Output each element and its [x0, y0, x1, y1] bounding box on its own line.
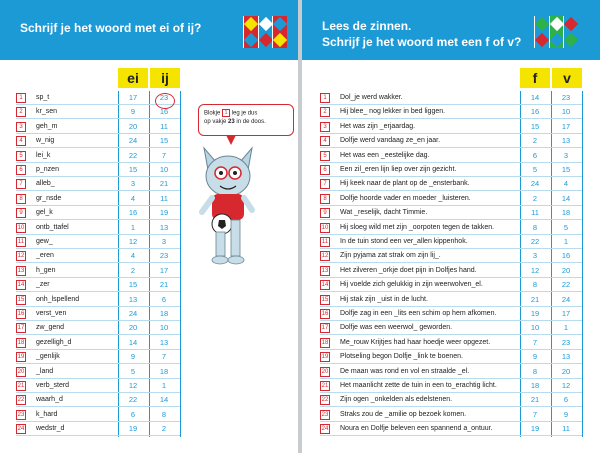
row-value-2: 16	[561, 251, 571, 261]
table-row	[16, 336, 180, 350]
row-text: gr_nsde	[36, 194, 62, 202]
row-text: waarh_d	[36, 396, 63, 404]
row-text: w_nig	[36, 137, 55, 145]
row-value-1: 24	[530, 179, 540, 189]
row-value-1: 8	[532, 222, 538, 232]
row-number: 3	[16, 122, 26, 132]
hint-text: leg je dus	[231, 110, 258, 117]
table-row	[16, 149, 180, 163]
right-page	[302, 0, 600, 453]
row-number: 18	[17, 339, 25, 346]
row-value-2: 1	[563, 323, 569, 333]
row-number: 11	[321, 239, 329, 245]
row-number: 11	[17, 239, 25, 245]
row-text: Hij voelde zich gelukkig in zijn weerwolven_el.	[340, 281, 483, 289]
row-number: 20	[321, 368, 329, 375]
row-value-2: 21	[159, 179, 169, 189]
row-number: 19	[17, 354, 25, 361]
column-header-ei: ei	[118, 68, 148, 88]
row-text: De maan was rond en vol en straalde _el.	[340, 367, 470, 375]
table-row	[16, 422, 180, 436]
hint-bold-number: 23	[228, 118, 235, 125]
table-row	[16, 235, 180, 249]
row-number: 1	[320, 93, 330, 103]
row-text: _genlijk	[36, 353, 60, 361]
right-header	[302, 0, 600, 60]
row-value-1: 20	[128, 121, 138, 131]
table-row	[320, 365, 582, 379]
row-value-2: 8	[161, 409, 167, 419]
row-value-1: 24	[128, 136, 138, 146]
table-row	[320, 249, 582, 263]
row-value-1: 9	[130, 107, 136, 117]
row-divider	[320, 435, 582, 436]
row-value-2: 20	[561, 265, 571, 275]
row-number: 16	[17, 311, 25, 317]
row-text: Dol_je werd wakker.	[340, 94, 403, 101]
row-value-1: 16	[128, 208, 138, 218]
row-text: geh_m	[36, 122, 58, 130]
table-row	[320, 408, 582, 422]
row-number: 13	[321, 267, 329, 274]
row-text: ontb_ttafel	[36, 223, 69, 231]
row-value-1: 16	[530, 107, 540, 117]
row-text: Het maanlicht zette de tuin in een to_erachtig licht.	[340, 382, 497, 389]
row-number: 17	[17, 325, 25, 332]
row-number: 5	[16, 151, 26, 161]
row-text: Het zilveren _orkje doet pijn in Dolfjes hand.	[340, 266, 477, 274]
row-value-2: 10	[159, 165, 169, 174]
row-text: wedstr_d	[36, 425, 65, 433]
row-value-1: 4	[130, 251, 136, 261]
row-value-2: 17	[561, 309, 571, 318]
row-number: 23	[321, 411, 329, 418]
row-value-1: 12	[128, 381, 138, 390]
table-row	[16, 278, 180, 292]
row-value-1: 19	[530, 309, 540, 318]
row-value-2: 23	[159, 251, 169, 261]
row-text: Hij blee_ nog lekker in bed liggen.	[340, 108, 446, 116]
row-value-1: 14	[530, 93, 540, 102]
table-row	[320, 393, 582, 407]
row-value-2: 24	[561, 294, 571, 304]
row-number: 24	[17, 426, 25, 433]
row-value-2: 15	[561, 165, 571, 174]
table-row	[16, 163, 180, 177]
row-number: 9	[16, 208, 26, 218]
row-number: 13	[17, 267, 25, 274]
row-value-1: 2	[532, 193, 538, 203]
table-row	[16, 192, 180, 206]
row-value-1: 15	[128, 280, 138, 290]
row-value-1: 10	[530, 323, 540, 333]
row-text: gew_	[36, 238, 53, 245]
row-value-2: 11	[562, 424, 570, 434]
game-badge-icon	[243, 16, 287, 48]
row-value-2: 7	[161, 150, 167, 160]
table-row	[16, 120, 180, 134]
row-value-1: 19	[128, 424, 138, 434]
row-text: p_nzen	[36, 166, 59, 173]
row-number: 1	[16, 93, 26, 103]
row-text: gel_k	[36, 209, 53, 217]
row-value-1: 2	[532, 136, 538, 146]
row-value-2: 14	[561, 193, 571, 203]
row-value-2: 11	[160, 121, 168, 131]
hint-bubble	[198, 104, 294, 136]
row-text: _eren	[36, 252, 54, 260]
row-value-2: 7	[161, 352, 167, 362]
left-header	[0, 0, 298, 60]
row-number: 2	[320, 107, 330, 117]
row-value-1: 5	[130, 366, 136, 376]
row-text: Het was een _eestelijke dag.	[340, 151, 430, 159]
row-value-1: 12	[530, 265, 540, 275]
row-text: Dolfje hoorde vader en moeder _luisteren.	[340, 194, 471, 202]
row-value-2: 19	[159, 208, 169, 218]
row-value-1: 12	[128, 237, 138, 246]
row-value-2: 1	[563, 237, 569, 246]
row-value-1: 3	[130, 179, 136, 189]
row-number: 6	[16, 165, 26, 175]
row-value-1: 6	[532, 150, 538, 160]
column-header-ij: ij	[150, 68, 180, 88]
row-value-1: 4	[130, 193, 136, 203]
table-row	[320, 321, 582, 335]
row-text: sp_t	[36, 94, 50, 101]
table-row	[16, 293, 180, 307]
row-number: 14	[321, 282, 329, 289]
row-number: 22	[321, 397, 329, 404]
row-value-2: 17	[561, 121, 571, 131]
row-number: 4	[320, 136, 330, 146]
instruction-line: Lees de zinnen.	[322, 19, 412, 33]
row-text: Noura en Dolfje beleven een spannend a_ontuur.	[340, 425, 493, 433]
row-number: 21	[17, 383, 25, 389]
row-number: 23	[17, 411, 25, 418]
table-row	[16, 206, 180, 220]
table-row	[320, 149, 582, 163]
table-row	[320, 264, 582, 278]
row-value-1: 1	[130, 222, 136, 232]
row-number: 21	[321, 383, 329, 389]
row-number: 12	[17, 253, 25, 260]
row-number: 14	[17, 282, 25, 289]
row-text: Wat _reselijk, dacht Timmie.	[340, 209, 428, 217]
table-row	[320, 350, 582, 364]
row-text: verst_ven	[36, 310, 67, 317]
hint-box-number: 1	[222, 109, 230, 117]
hint-text: in de doos.	[236, 118, 266, 125]
table-row	[16, 264, 180, 278]
row-text: Dolfje werd vandaag ze_en jaar.	[340, 137, 441, 145]
table-row	[16, 365, 180, 379]
left-page	[0, 0, 298, 453]
row-value-2: 10	[159, 323, 169, 333]
row-value-1: 20	[128, 323, 138, 333]
column-divider	[582, 91, 583, 437]
table-row	[16, 221, 180, 235]
row-number: 15	[17, 296, 25, 303]
row-value-1: 19	[530, 424, 540, 434]
row-number: 5	[320, 151, 330, 161]
row-number: 24	[321, 426, 329, 433]
row-number: 12	[321, 253, 329, 260]
row-value-2: 3	[161, 237, 167, 246]
row-value-2: 9	[563, 409, 569, 419]
row-text: Zijn pyjama zat strak om zijn lij_.	[340, 252, 441, 260]
row-value-1: 22	[530, 237, 540, 246]
row-text: _zer	[36, 281, 50, 289]
table-row	[320, 278, 582, 292]
table-row	[320, 336, 582, 350]
table-row	[16, 350, 180, 364]
table-row	[16, 249, 180, 263]
row-number: 7	[16, 179, 26, 189]
table-row	[16, 393, 180, 407]
row-value-2: 18	[159, 309, 169, 318]
row-value-2: 12	[561, 381, 571, 390]
row-value-2: 10	[561, 107, 571, 117]
row-value-2: 18	[159, 366, 169, 376]
row-text: Plotseling begon Dolfje _link te boenen.	[340, 353, 463, 361]
row-value-2: 18	[561, 208, 571, 218]
row-text: Dolfje zag in een _lits een schim op hem afkomen.	[340, 310, 497, 317]
row-value-2: 3	[563, 150, 569, 160]
table-row	[16, 379, 180, 393]
row-value-2: 5	[563, 222, 569, 232]
row-text: Hij sloeg wild met zijn _oorpoten tegen de takken.	[340, 223, 495, 231]
row-value-2: 22	[561, 280, 571, 290]
table-row	[16, 408, 180, 422]
row-value-1: 15	[128, 165, 138, 174]
column-header-f: f	[520, 68, 550, 88]
row-value-1: 3	[532, 251, 538, 261]
row-number: 8	[16, 194, 26, 204]
table-row	[320, 206, 582, 220]
row-value-2: 13	[159, 222, 169, 232]
left-instruction: Schrijf je het woord met ei of ij?	[20, 21, 202, 35]
row-text: Hij stak zijn _uist in de lucht.	[340, 295, 428, 303]
row-value-2: 13	[561, 136, 571, 146]
instruction-line: Schrijf je het woord met een f of v?	[322, 35, 522, 49]
row-value-1: 8	[532, 280, 538, 290]
table-row	[320, 221, 582, 235]
row-text: Straks zou de _amilie op bezoek komen.	[340, 410, 467, 418]
table-row	[320, 134, 582, 148]
row-text: Me_rouw Krijtjes had haar hoedje weer opgezet.	[340, 338, 491, 346]
row-value-2: 23	[561, 337, 571, 347]
row-value-2: 11	[160, 193, 168, 203]
row-value-2: 2	[161, 424, 167, 434]
row-number: 8	[320, 194, 330, 204]
row-value-1: 22	[128, 150, 138, 160]
row-number: 10	[321, 224, 329, 231]
table-row	[320, 105, 582, 119]
row-text: In de tuin stond een ver_allen kippenhok.	[340, 238, 468, 245]
row-number: 2	[16, 107, 26, 117]
row-text: zw_gend	[36, 324, 65, 332]
hint-text: op vakje	[204, 118, 227, 125]
table-row	[16, 321, 180, 335]
game-badge-icon	[534, 16, 578, 48]
hint-text: Blokje	[204, 110, 221, 117]
row-text: verb_sterd	[36, 382, 70, 389]
column-header-v: v	[552, 68, 582, 88]
table-row	[320, 120, 582, 134]
row-value-2: 1	[161, 381, 167, 390]
row-number: 6	[320, 165, 330, 175]
row-number: 10	[17, 224, 25, 231]
table-row	[320, 235, 582, 249]
table-row	[320, 91, 582, 105]
row-text: alleb_	[36, 180, 55, 188]
row-value-2: 4	[563, 179, 569, 189]
row-value-1: 21	[530, 294, 540, 304]
row-text: gezelligh_d	[36, 338, 72, 346]
row-number: 22	[17, 397, 25, 404]
row-text: h_gen	[36, 266, 56, 274]
answer-circle	[155, 93, 175, 109]
row-value-1: 2	[130, 265, 136, 275]
row-text: _land	[36, 367, 54, 375]
table-row	[320, 293, 582, 307]
table-row	[320, 163, 582, 177]
table-row	[16, 177, 180, 191]
row-value-2: 23	[561, 93, 571, 102]
row-value-1: 5	[532, 165, 538, 174]
table-row	[320, 379, 582, 393]
row-value-2: 23	[159, 93, 169, 102]
row-text: Zijn ogen _onkelden als edelstenen.	[340, 396, 453, 404]
row-value-1: 9	[130, 352, 136, 362]
row-value-2: 13	[561, 352, 571, 362]
row-number: 9	[320, 208, 330, 218]
table-row	[320, 177, 582, 191]
row-text: lei_k	[36, 151, 51, 159]
row-number: 4	[16, 136, 26, 146]
row-value-2: 6	[161, 294, 167, 304]
row-value-1: 7	[532, 337, 538, 347]
row-value-1: 11	[531, 208, 539, 218]
row-value-1: 6	[130, 409, 136, 419]
row-value-1: 22	[128, 395, 138, 405]
table-row	[320, 422, 582, 436]
row-value-2: 13	[159, 337, 169, 347]
row-number: 15	[321, 296, 329, 303]
row-value-1: 9	[532, 352, 538, 362]
table-row	[320, 192, 582, 206]
row-text: onh_lspellend	[36, 295, 80, 303]
row-value-2: 16	[159, 107, 169, 117]
row-value-1: 18	[530, 381, 540, 390]
row-divider	[16, 435, 180, 436]
row-value-2: 20	[561, 366, 571, 376]
row-value-1: 13	[128, 294, 138, 304]
row-value-1: 21	[530, 395, 540, 405]
row-text: Hij keek naar de plant op de _ensterbank.	[340, 180, 470, 188]
row-text: kr_sen	[36, 108, 58, 116]
table-row	[16, 134, 180, 148]
row-value-1: 24	[128, 309, 138, 318]
row-number: 18	[321, 339, 329, 346]
row-value-2: 6	[563, 395, 569, 405]
table-row	[16, 105, 180, 119]
mascot-illustration	[198, 140, 258, 270]
row-value-1: 7	[532, 409, 538, 419]
row-value-1: 14	[128, 337, 138, 347]
row-number: 16	[321, 311, 329, 317]
row-text: Het was zijn _erjaardag.	[340, 122, 416, 130]
row-value-2: 21	[159, 280, 169, 290]
row-text: k_hard	[36, 410, 58, 418]
row-number: 17	[321, 325, 329, 332]
row-text: Een zil_eren lijn liep over zijn gezicht.	[340, 166, 457, 173]
row-value-1: 8	[532, 366, 538, 376]
column-divider	[180, 91, 181, 437]
row-value-1: 15	[530, 121, 540, 131]
table-row	[320, 307, 582, 321]
row-number: 19	[321, 354, 329, 361]
right-instruction	[322, 18, 521, 50]
row-text: Dolfje was een weerwol_ geworden.	[340, 324, 453, 332]
row-number: 7	[320, 179, 330, 189]
row-value-2: 15	[159, 136, 169, 146]
row-value-2: 14	[159, 395, 169, 405]
table-row	[16, 307, 180, 321]
row-value-1: 17	[128, 93, 138, 102]
row-number: 20	[17, 368, 25, 375]
row-number: 3	[320, 122, 330, 132]
row-value-2: 17	[159, 265, 169, 275]
